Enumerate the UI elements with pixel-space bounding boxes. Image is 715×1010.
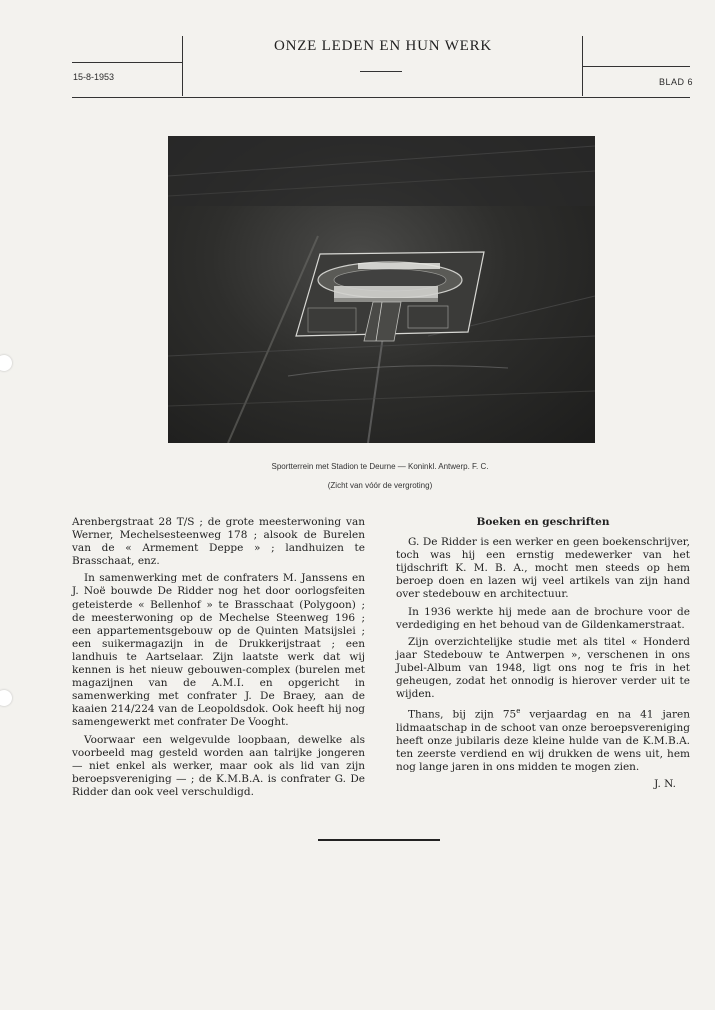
right-paragraph-2: In 1936 werkte hij mede aan de brochure voor de verdediging en het behoud van de Gildenkamerstraat. <box>396 605 690 631</box>
header-rule-left <box>72 62 182 63</box>
punch-hole-bottom <box>0 690 12 706</box>
right-column <box>396 516 690 791</box>
right-paragraph-4-start: Thans, bij zijn 75 <box>408 708 517 721</box>
header-rule-right <box>582 66 690 67</box>
issue-date: 15-8-1953 <box>73 72 115 82</box>
header-rule-bottom <box>72 97 690 98</box>
header-divider-left <box>182 36 183 96</box>
right-paragraph-1: G. De Ridder is een werker en geen boekenschrijver, toch was hij een ernstig medewerker van het tijdschrift K. M. B. A., mocht men steeds op hem beroep doen en lazen wij veel artikels van zijn hand over stedebouw en architectuur. <box>396 536 690 601</box>
ordinal-superscript: e <box>516 707 521 716</box>
page-title: ONZE LEDEN EN HUN WERK <box>273 38 493 54</box>
author-signature: J. N. <box>654 778 676 791</box>
left-paragraph-2: In samenwerking met de confraters M. Janssens en J. Noë bouwde De Ridder nog het door oorlogsfeiten geteisterde « Bellenhof » te Brasschaat (Polygoon) ; de meesterwoning op de Mechelse Steenweg 196 ; een appartementsgebouw op de Quinten Matsijslei ; een suikermagazijn in de Drukkerijstraat ; een landhuis te Aartselaar. Zijn laatste werk dat wij kennen is het nieuw gebouwen-complex (burelen met magazijnen van de A.M.I. en opgericht in samenwerking met confrater J. De Braey, aan de kaaien 214/224 van de Leopoldsdok. Ook heeft hij nog samengewerkt met confrater De Vooght. <box>72 572 365 729</box>
right-paragraph-4 <box>396 705 690 774</box>
left-paragraph-1: Arenbergstraat 28 T/S ; de grote meesterwoning van Werner, Mechelsesteenweg 178 ; alsook de Burelen van de « Armement Deppe » ; landhuizen te Brasschaat, enz. <box>72 516 365 568</box>
aerial-photo-drawing <box>168 136 595 443</box>
section-heading: Boeken en geschriften <box>476 516 610 528</box>
punch-hole-top <box>0 355 12 371</box>
photo-caption-note-wrap <box>160 481 600 490</box>
closing-rule <box>318 839 440 841</box>
right-paragraph-4-end: verjaardag en na 41 jaren lidmaatschap in de schoot van onze beroepsvereniging heeft onze jubilaris deze kleine hulde van de K.M.B.A. ten zeerste verdiend en wij drukken de wens uit, hem nog lange jaren in ons midden te mogen zien. <box>396 708 690 774</box>
aerial-stadium-photo <box>168 136 595 443</box>
photo-caption <box>160 462 600 471</box>
left-paragraph-3: Voorwaar een welgevulde loopbaan, dewelke als voorbeeld mag gesteld worden aan talrijke jongeren — niet enkel als werker, maar ook als lid van zijn beroepsvereniging — ; de K.M.B.A. is confrater G. De Ridder dan ook veel verschuldigd. <box>72 733 365 798</box>
header-title-underline <box>360 71 402 72</box>
photo-caption-note: (Zicht van vóór de vergroting) <box>327 481 433 490</box>
page-number: BLAD 6 <box>658 77 693 87</box>
right-paragraph-3: Zijn overzichtelijke studie met als titel « Honderd jaar Stedebouw te Antwerpen », verschenen in ons Jubel-Album van 1948, ligt ons nog te fris in het geheugen, zodat het onnodig is hierover verder uit te wijden. <box>396 635 690 701</box>
left-column <box>72 516 365 803</box>
photo-caption-title: Sportterrein met Stadion te Deurne — Koninkl. Antwerp. F. C. <box>271 462 489 471</box>
